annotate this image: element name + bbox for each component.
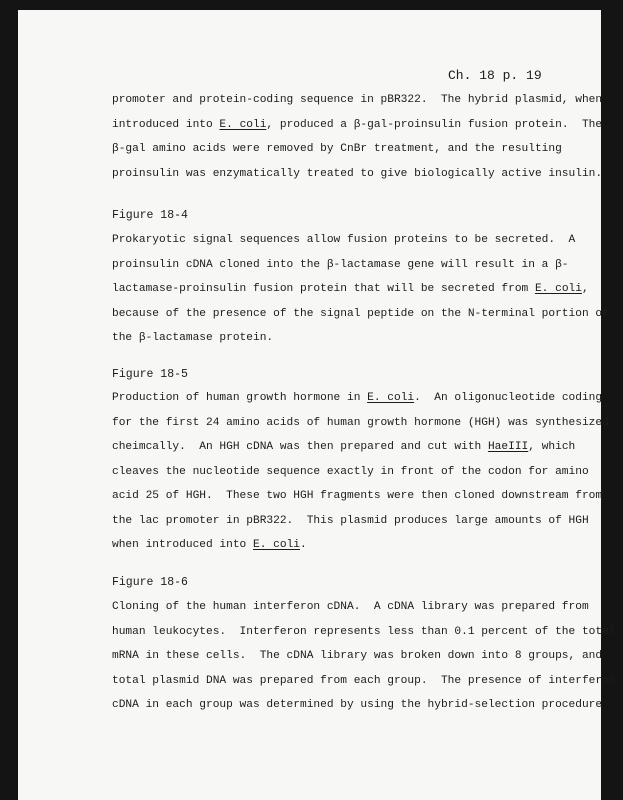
text-line: promoter and protein-coding sequence in pBR322. The hybrid plasmid, when: [112, 94, 603, 106]
text-line: for the first 24 amino acids of human growth hormone (HGH) was synthesized: [112, 416, 609, 429]
figure-heading: Figure 18-4: [112, 209, 188, 222]
text-line: the lac promoter in pBR322. This plasmid produces large amounts of HGH: [112, 514, 589, 527]
text-line: the β-lactamase protein.: [112, 332, 274, 344]
text-line: cheimcally. An HGH cDNA was then prepared and cut with HaeIII, which: [112, 441, 576, 453]
text-line: Prokaryotic signal sequences allow fusion proteins to be secreted. A: [112, 234, 576, 246]
text-line: cDNA in each group was determined by using the hybrid-selection procedure: [112, 699, 603, 711]
text-line: cleaves the nucleotide sequence exactly in front of the codon for amino: [112, 465, 589, 478]
text-line: acid 25 of HGH. These two HGH fragments were then cloned downstream from: [112, 490, 603, 502]
text-line: human leukocytes. Interferon represents less than 0.1 percent of the total: [112, 625, 616, 638]
figure-heading: Figure 18-5: [112, 368, 188, 381]
paragraph-continuation: [112, 88, 603, 186]
figure-heading: Figure 18-6: [112, 576, 188, 589]
text-line: total plasmid DNA was prepared from each group. The presence of interferon: [112, 674, 616, 687]
text-line: β-gal amino acids were removed by CnBr treatment, and the resulting: [112, 143, 562, 155]
page-number: Ch. 18 p. 19: [448, 68, 542, 83]
text-line: proinsulin was enzymatically treated to give biologically active insulin.: [112, 167, 603, 180]
text-line: because of the presence of the signal peptide on the N-terminal portion of: [112, 307, 609, 320]
figure-caption: [112, 386, 609, 558]
text-line: introduced into E. coli, produced a β-gal-proinsulin fusion protein. The: [112, 118, 603, 131]
text-line: Cloning of the human interferon cDNA. A cDNA library was prepared from: [112, 601, 589, 613]
text-line: mRNA in these cells. The cDNA library was broken down into 8 groups, and: [112, 650, 603, 662]
figure-caption: [112, 228, 609, 351]
text-line: Production of human growth hormone in E. coli. An oligonucleotide coding: [112, 392, 603, 404]
text-line: when introduced into E. coli.: [112, 539, 307, 551]
text-line: lactamase-proinsulin fusion protein that will be secreted from E. coli: [112, 283, 582, 295]
figure-caption: [112, 595, 616, 718]
text-line: proinsulin cDNA cloned into the β-lactamase gene will result in a β-: [112, 258, 569, 271]
